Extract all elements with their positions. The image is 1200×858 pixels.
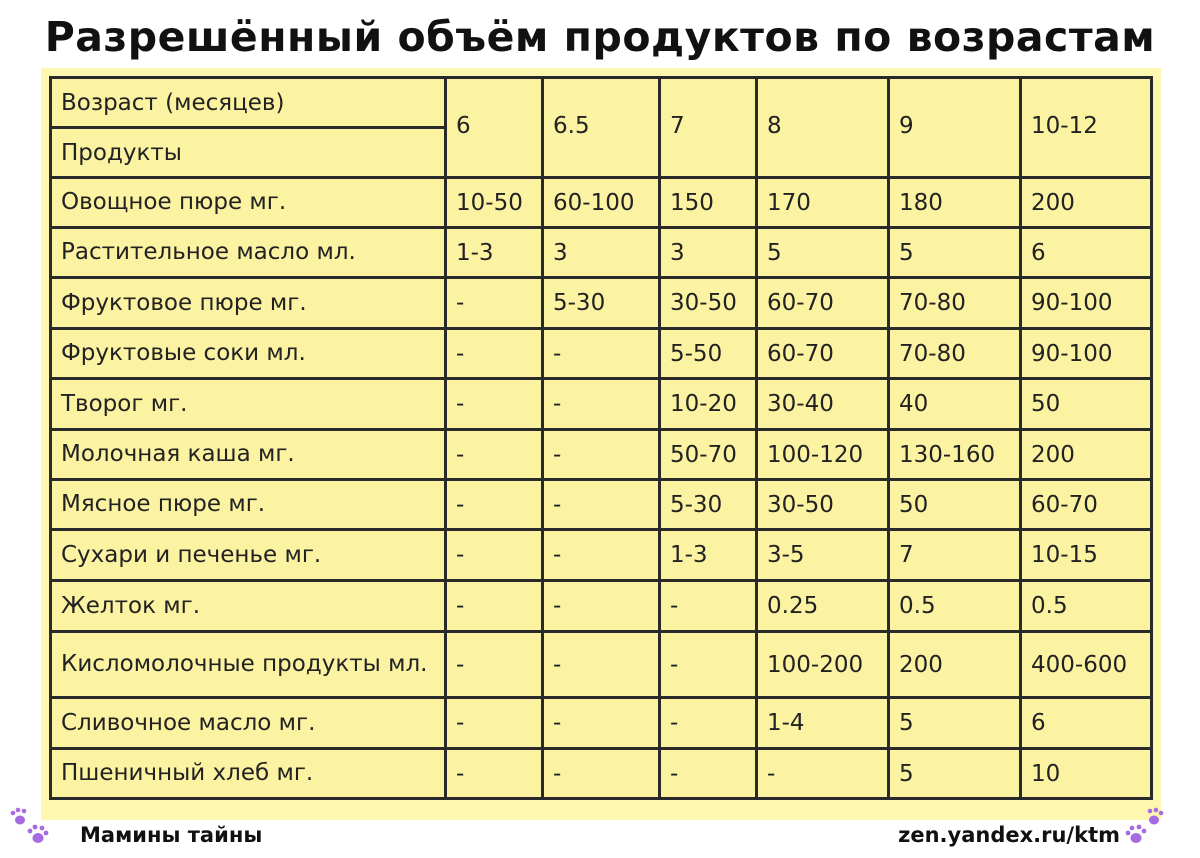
value-cell: - — [660, 581, 757, 632]
table-container — [41, 68, 1161, 820]
value-cell: 5-30 — [660, 480, 757, 530]
value-cell: - — [660, 632, 757, 698]
value-cell: 50 — [889, 480, 1021, 530]
value-cell: 1-3 — [660, 530, 757, 581]
age-header-cell: 6 — [446, 78, 543, 178]
value-cell: 0.5 — [889, 581, 1021, 632]
product-name-cell: Сухари и печенье мг. — [51, 530, 446, 581]
value-cell: 1-4 — [757, 698, 889, 749]
value-cell: 60-70 — [757, 278, 889, 329]
table-row — [51, 278, 1152, 329]
value-cell: 10-15 — [1021, 530, 1152, 581]
value-cell: - — [543, 379, 660, 430]
value-cell: 70-80 — [889, 329, 1021, 379]
header-row-age — [51, 78, 1152, 128]
value-cell: 3-5 — [757, 530, 889, 581]
product-name-cell: Сливочное масло мг. — [51, 698, 446, 749]
value-cell: - — [446, 329, 543, 379]
table-row — [51, 530, 1152, 581]
table-row — [51, 632, 1152, 698]
food-volume-table — [49, 76, 1153, 800]
product-name-cell: Мясное пюре мг. — [51, 480, 446, 530]
value-cell: 50 — [1021, 379, 1152, 430]
table-row — [51, 178, 1152, 228]
value-cell: - — [757, 749, 889, 799]
value-cell: 0.5 — [1021, 581, 1152, 632]
value-cell: - — [446, 278, 543, 329]
table-row — [51, 749, 1152, 799]
value-cell: 6 — [1021, 698, 1152, 749]
header-products-label: Продукты — [51, 128, 446, 178]
value-cell: 90-100 — [1021, 278, 1152, 329]
value-cell: - — [543, 749, 660, 799]
value-cell: - — [543, 581, 660, 632]
value-cell: 60-70 — [757, 329, 889, 379]
value-cell: - — [543, 329, 660, 379]
header-age-label: Возраст (месяцев) — [51, 78, 446, 128]
age-header-cell: 10-12 — [1021, 78, 1152, 178]
value-cell: 100-120 — [757, 430, 889, 480]
value-cell: 3 — [660, 228, 757, 278]
value-cell: - — [446, 480, 543, 530]
value-cell: 70-80 — [889, 278, 1021, 329]
value-cell: 50-70 — [660, 430, 757, 480]
footer-url[interactable]: zen.yandex.ru/ktm — [898, 823, 1120, 847]
product-name-cell: Растительное масло мл. — [51, 228, 446, 278]
value-cell: - — [543, 698, 660, 749]
product-name-cell: Кисломолочные продукты мл. — [51, 632, 446, 698]
value-cell: - — [543, 632, 660, 698]
product-name-cell: Творог мг. — [51, 379, 446, 430]
value-cell: 40 — [889, 379, 1021, 430]
value-cell: 60-70 — [1021, 480, 1152, 530]
product-name-cell: Пшеничный хлеб мг. — [51, 749, 446, 799]
value-cell: 5 — [757, 228, 889, 278]
table-row — [51, 480, 1152, 530]
table-row — [51, 329, 1152, 379]
age-header-cell: 8 — [757, 78, 889, 178]
value-cell: 10 — [1021, 749, 1152, 799]
product-name-cell: Молочная каша мг. — [51, 430, 446, 480]
value-cell: 200 — [1021, 430, 1152, 480]
value-cell: 200 — [889, 632, 1021, 698]
value-cell: 0.25 — [757, 581, 889, 632]
value-cell: 5-30 — [543, 278, 660, 329]
value-cell: 60-100 — [543, 178, 660, 228]
page-title: Разрешённый объём продуктов по возрастам — [44, 13, 1156, 61]
value-cell: 130-160 — [889, 430, 1021, 480]
value-cell: 5-50 — [660, 329, 757, 379]
value-cell: - — [446, 749, 543, 799]
value-cell: 150 — [660, 178, 757, 228]
value-cell: - — [543, 480, 660, 530]
value-cell: 10-50 — [446, 178, 543, 228]
value-cell: 30-50 — [757, 480, 889, 530]
footer-brand: Мамины тайны — [80, 823, 263, 847]
value-cell: 200 — [1021, 178, 1152, 228]
value-cell: 180 — [889, 178, 1021, 228]
value-cell: - — [446, 530, 543, 581]
table-row — [51, 430, 1152, 480]
value-cell: - — [446, 379, 543, 430]
value-cell: 170 — [757, 178, 889, 228]
value-cell: - — [446, 581, 543, 632]
paw-prints-icon — [8, 806, 52, 850]
value-cell: - — [660, 749, 757, 799]
value-cell: 30-50 — [660, 278, 757, 329]
paw-prints-icon — [1122, 806, 1166, 850]
age-header-cell: 7 — [660, 78, 757, 178]
value-cell: 5 — [889, 228, 1021, 278]
table-row — [51, 228, 1152, 278]
product-name-cell: Фруктовые соки мл. — [51, 329, 446, 379]
value-cell: - — [446, 430, 543, 480]
table-row — [51, 581, 1152, 632]
product-name-cell: Желток мг. — [51, 581, 446, 632]
value-cell: 3 — [543, 228, 660, 278]
value-cell: 90-100 — [1021, 329, 1152, 379]
value-cell: 100-200 — [757, 632, 889, 698]
value-cell: 7 — [889, 530, 1021, 581]
value-cell: 5 — [889, 698, 1021, 749]
value-cell: - — [543, 430, 660, 480]
age-header-cell: 6.5 — [543, 78, 660, 178]
age-header-cell: 9 — [889, 78, 1021, 178]
product-name-cell: Овощное пюре мг. — [51, 178, 446, 228]
value-cell: 6 — [1021, 228, 1152, 278]
value-cell: - — [543, 530, 660, 581]
table-row — [51, 379, 1152, 430]
value-cell: 1-3 — [446, 228, 543, 278]
value-cell: 10-20 — [660, 379, 757, 430]
value-cell: 30-40 — [757, 379, 889, 430]
table-row — [51, 698, 1152, 749]
value-cell: - — [446, 632, 543, 698]
value-cell: 400-600 — [1021, 632, 1152, 698]
product-name-cell: Фруктовое пюре мг. — [51, 278, 446, 329]
value-cell: 5 — [889, 749, 1021, 799]
value-cell: - — [660, 698, 757, 749]
value-cell: - — [446, 698, 543, 749]
